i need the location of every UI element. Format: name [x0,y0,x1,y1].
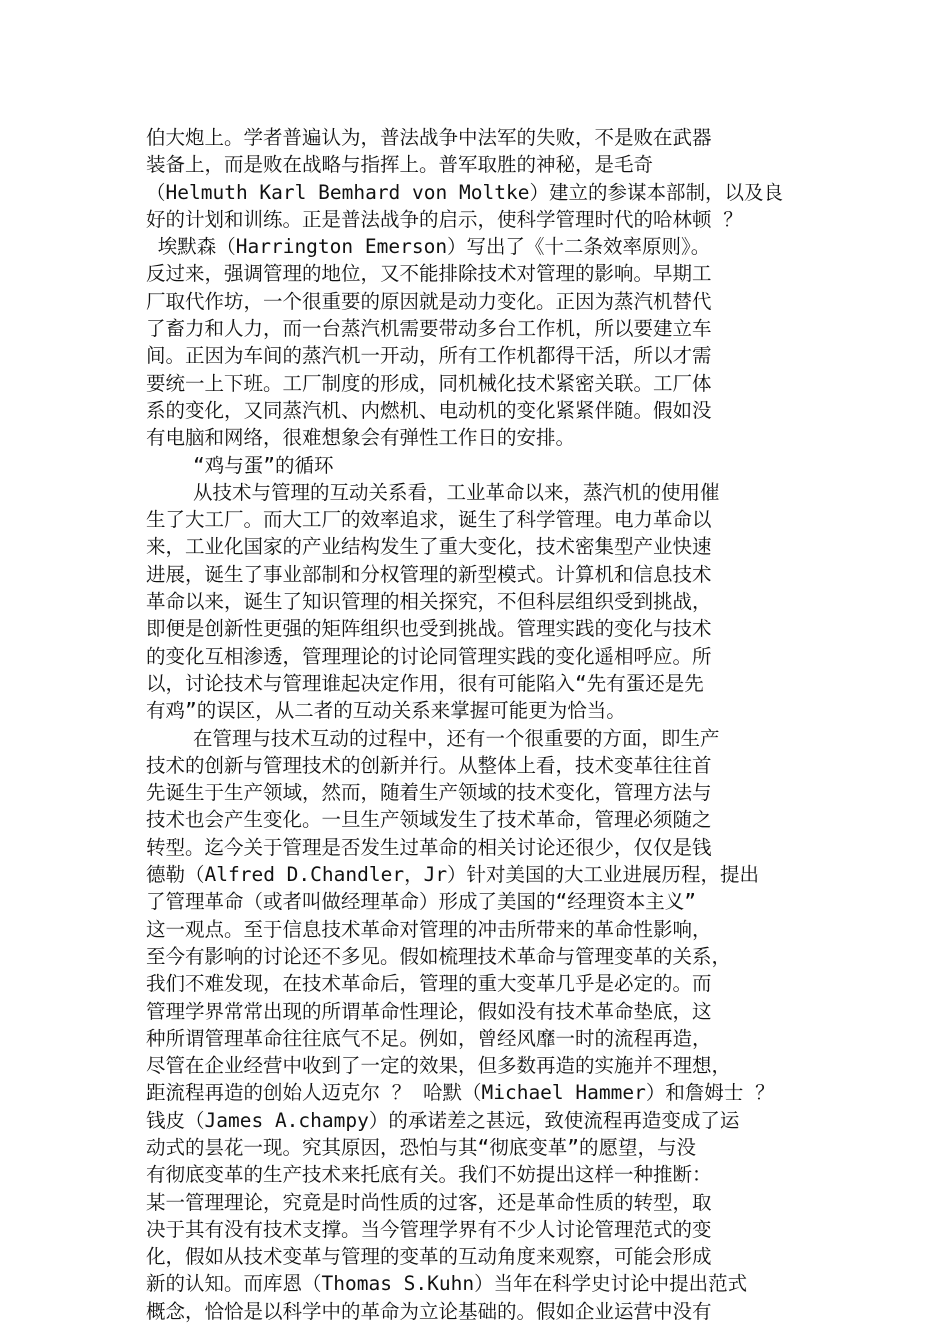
text-line: 技术也会产生变化。一旦生产领域发生了技术革命，管理必须随之 [146,808,712,832]
text-line: 管理学界常常出现的所谓革命性理论，假如没有技术革命垫底，这 [146,999,712,1023]
text-line: 间。正因为车间的蒸汽机一开动，所有工作机都得干活，所以才需 [146,344,712,368]
text-line: 这一观点。至于信息技术革命对管理的冲击所带来的革命性影响， [146,917,712,941]
text-line: 技术的创新与管理技术的创新并行。从整体上看，技术变革往往首 [146,753,712,777]
text-line: 有电脑和网络，很难想象会有弹性工作日的安排。 [146,426,576,450]
text-line: （Helmuth Karl Bemhard von Moltke）建立的参谋本部制，以及良 [146,180,783,204]
text-line: 来，工业化国家的产业结构发生了重大变化，技术密集型产业快速 [146,535,712,559]
document-page [146,124,811,1325]
text-line: 某一管理理论，究竟是时尚性质的过客，还是革命性质的转型，取 [146,1190,712,1214]
text-line: 进展，诞生了事业部制和分权管理的新型模式。计算机和信息技术 [146,562,712,586]
text-line: 要统一上下班。工厂制度的形成，同机械化技术紧密关联。工厂体 [146,371,712,395]
text-line: 有鸡”的误区，从二者的互动关系来掌握可能更为恰当。 [146,699,626,723]
text-line: 的变化互相渗透，管理理论的讨论同管理实践的变化遥相呼应。所 [146,644,712,668]
text-line: 概念，恰恰是以科学中的革命为立论基础的。假如企业运营中没有 [146,1299,712,1323]
text-line: 种所谓管理革命往往底气不足。例如，曾经风靡一时的流程再造， [146,1026,712,1050]
text-line: 即便是创新性更强的矩阵组织也受到挑战。管理实践的变化与技术 [146,617,712,641]
text-line: 从技术与管理的互动关系看，工业革命以来，蒸汽机的使用催 [146,480,720,504]
text-line: 距流程再造的创始人迈克尔 ？ 哈默（Michael Hammer）和詹姆士 ？ [146,1081,775,1105]
text-line: 了畜力和人力，而一台蒸汽机需要带动多台工作机，所以要建立车 [146,317,712,341]
text-line: “鸡与蛋”的循环 [146,453,334,477]
text-line: 以，讨论技术与管理谁起决定作用，很有可能陷入“先有蛋还是先 [146,671,704,695]
text-line: 好的计划和训练。正是普法战争的启示，使科学管理时代的哈林顿 ？ [146,207,743,231]
text-line: 转型。迄今关于管理是否发生过革命的相关讨论还很少，仅仅是钱 [146,835,712,859]
text-line: 尽管在企业经营中收到了一定的效果，但多数再造的实施并不理想， [146,1054,732,1078]
text-line: 埃默森（Harrington Emerson）写出了《十二条效率原则》。 [146,235,711,259]
text-line: 决于其有没有技术支撑。当今管理学界有不少人讨论管理范式的变 [146,1217,712,1241]
text-line: 先诞生于生产领域，然而，随着生产领域的技术变化，管理方法与 [146,781,712,805]
text-line: 至今有影响的讨论还不多见。假如梳理技术革命与管理变革的关系， [146,944,732,968]
text-line: 钱皮（James A.champy）的承诺差之甚远，致使流程再造变成了运 [146,1108,740,1132]
text-line: 伯大炮上。学者普遍认为，普法战争中法军的失败，不是败在武器 [146,126,712,149]
text-line: 德勒（Alfred D.Chandler，Jr）针对美国的大工业进展历程，提出 [146,863,760,887]
text-line: 化，假如从技术变革与管理的变革的互动角度来观察，可能会形成 [146,1245,712,1269]
text-line: 在管理与技术互动的过程中，还有一个很重要的方面，即生产 [146,726,720,750]
text-line: 装备上，而是败在战略与指挥上。普军取胜的神秘，是毛奇 [146,153,654,177]
text-line: 生了大工厂。而大工厂的效率追求，诞生了科学管理。电力革命以 [146,508,712,532]
text-line: 系的变化，又同蒸汽机、内燃机、电动机的变化紧紧伴随。假如没 [146,398,712,422]
text-line: 新的认知。而库恩（Thomas S.Kuhn）当年在科学史讨论中提出范式 [146,1272,748,1296]
text-line: 动式的昙花一现。究其原因，恐怕与其“彻底变革”的愿望，与没 [146,1135,696,1159]
text-line: 我们不难发现，在技术革命后，管理的重大变革几乎是必定的。而 [146,972,712,996]
text-line: 革命以来，诞生了知识管理的相关探究，不但科层组织受到挑战， [146,590,712,614]
text-line: 有彻底变革的生产技术来托底有关。我们不妨提出这样一种推断： [146,1163,712,1187]
text-line: 了管理革命（或者叫做经理革命）形成了美国的“经理资本主义” [146,890,696,914]
text-line: 厂取代作坊，一个很重要的原因就是动力变化。正因为蒸汽机替代 [146,289,712,313]
text-line: 反过来，强调管理的地位，又不能排除技术对管理的影响。早期工 [146,262,712,286]
